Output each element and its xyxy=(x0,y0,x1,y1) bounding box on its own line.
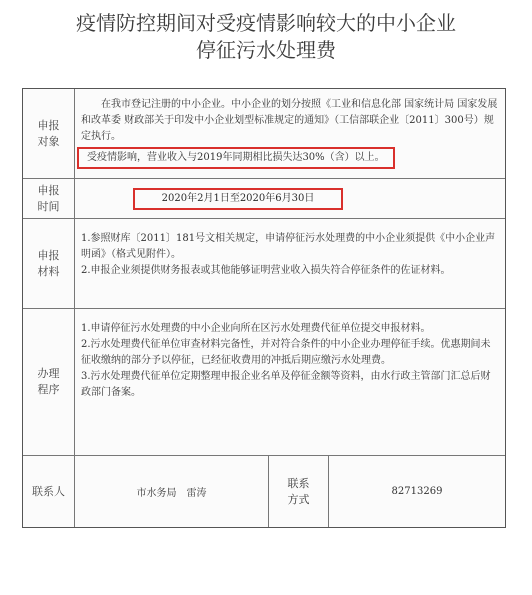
title-line-2: 停征污水处理费 xyxy=(196,38,336,62)
policy-table xyxy=(22,88,506,528)
row-materials-content xyxy=(81,231,499,308)
contact-method-label: 联系方式 xyxy=(269,456,329,527)
row-target-content xyxy=(81,97,499,178)
target-highlight-box: 受疫情影响，营业收入与2019年同期相比损失达30%（含）以上。 xyxy=(77,147,395,169)
time-highlight-box: 2020年2月1日至2020年6月30日 xyxy=(133,188,343,210)
contact-person: 市水务局 雷涛 xyxy=(75,456,269,527)
row-procedure-content xyxy=(81,321,499,455)
materials-item-2: 2.申报企业须提供财务报表或其他能够证明营业收入损失符合停征条件的佐证材料。 xyxy=(81,265,451,276)
row-target-label: 申报对象 xyxy=(23,89,75,178)
contact-phone: 82713269 xyxy=(391,486,443,497)
procedure-item-1: 1.申请停征污水处理费的中小企业向所在区污水处理费代征单位提交申报材料。 xyxy=(81,323,431,334)
procedure-item-3: 3.污水处理费代征单位定期整理申报企业名单及停征金额等资料，由水行政主管部门汇总后财政部门备案。 xyxy=(81,371,491,398)
row-procedure xyxy=(23,309,505,456)
title-line-1: 疫情防控期间对受疫情影响较大的中小企业 xyxy=(76,11,456,35)
row-target xyxy=(23,89,505,179)
materials-item-1: 1.参照财库〔2011〕181号文相关规定，申请停征污水处理费的中小企业须提供《中小企业声明函》（格式见附件）。 xyxy=(81,233,496,260)
row-procedure-label: 办理程序 xyxy=(23,309,75,455)
row-time xyxy=(23,179,505,219)
target-description: 在我市登记注册的中小企业。中小企业的划分按照《工业和信息化部 国家统计局 国家发展和改革委 财政部关于印发中小企业划型标准规定的通知》（工信部联企业〔2011〕300号）规定执行。 xyxy=(81,99,498,142)
document-title xyxy=(0,10,532,64)
row-contact-label: 联系人 xyxy=(23,456,75,527)
row-materials-label: 申报材料 xyxy=(23,219,75,308)
row-contact xyxy=(23,456,505,527)
procedure-item-2: 2.污水处理费代征单位审查材料完备性，并对符合条件的中小企业办理停征手续。优惠期间未征收缴纳的部分予以停征，已经征收费用的冲抵后期应缴污水处理费。 xyxy=(81,339,491,366)
row-materials xyxy=(23,219,505,309)
row-time-label: 申报时间 xyxy=(23,179,75,218)
